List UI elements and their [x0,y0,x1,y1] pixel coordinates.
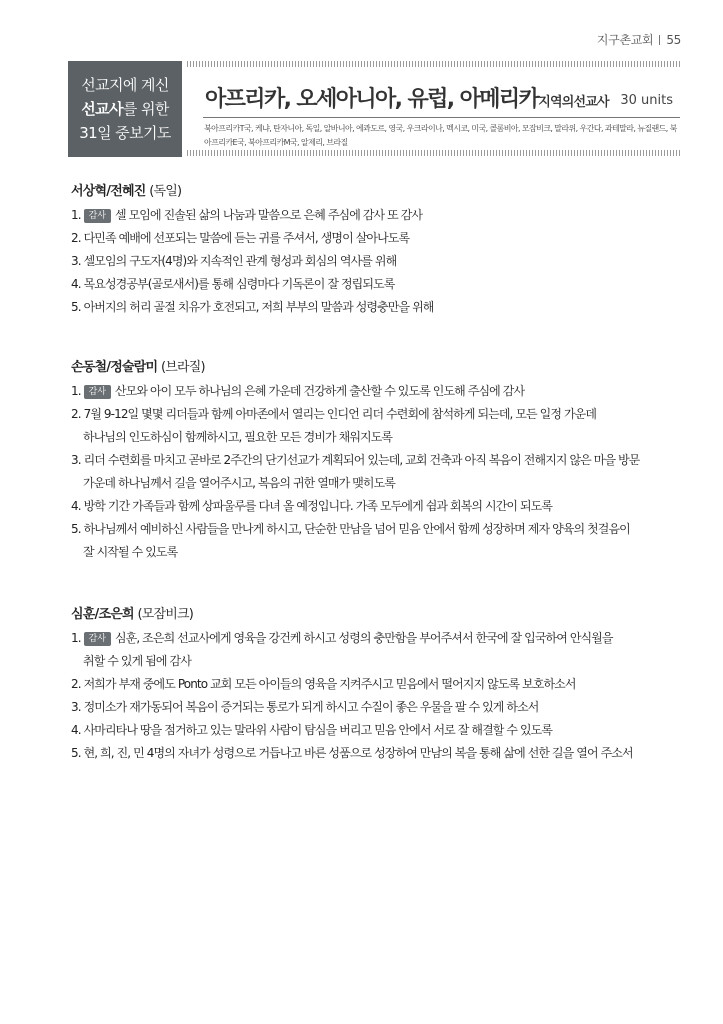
thanks-badge: 감사 [84,632,111,646]
prayer-item [71,273,681,296]
prayer-item [71,250,681,273]
item-number: 4. [71,277,81,291]
banner-bottom-hatch [187,150,680,156]
side-line-1: 선교지에 계신 [81,76,169,94]
item-text: 심훈, 조은희 선교사에게 영육을 강건케 하시고 성령의 충만함을 부어주셔서 한국에 잘 입국하여 안식월을 [114,631,613,645]
item-number: 1. [71,631,81,645]
mission-country: (독일) [149,184,182,199]
item-text: 7월 9-12일 몇몇 리더들과 함께 아마존에서 열리는 인디언 리더 수련회에 참석하게 되는데, 모든 일정 가운데 [83,407,597,421]
prayer-item [71,296,681,319]
section-title [71,180,681,199]
item-text: 사마리타나 땅을 점거하고 있는 말라위 사람이 탐심을 버리고 믿음 안에서 서로 잘 해결할 수 있도록 [83,723,553,737]
side-line-3: 31일 중보기도 [79,124,171,142]
prayer-item [71,742,681,765]
prayer-item [71,719,681,742]
item-number: 2. [71,407,81,421]
item-text-continued: 취할 수 있게 됨에 감사 [83,654,191,668]
item-number: 3. [71,700,81,714]
page-header [597,31,681,48]
side-line-2-rest: 를 위한 [122,100,169,118]
banner-title-main: 아프리카, 오세아니아, 유럽, 아메리카 [205,87,539,112]
item-text: 아버지의 허리 골절 치유가 호전되고, 저희 부부의 말씀과 성령충만을 위해 [83,300,434,314]
item-number: 1. [71,384,81,398]
item-text-continued: 하나님의 인도하심이 함께하시고, 필요한 모든 경비가 채워지도록 [83,430,393,444]
side-line-2 [68,97,182,121]
item-text: 현, 희, 진, 민 4명의 자녀가 성령으로 거듭나고 바른 성품으로 성장하여 만남의 복을 통해 삶에 선한 길을 열어 주소서 [83,746,633,760]
item-text-continued: 가운데 하나님께서 길을 열어주시고, 복음의 귀한 열매가 맺히도록 [83,476,396,490]
mission-country: (모잠비크) [137,607,194,622]
church-name: 지구촌교회 [596,33,654,47]
banner-units: 30 units [620,93,673,108]
missionary-name: 심훈/조은희 [71,607,134,622]
side-line-2-bold: 선교사 [81,100,123,118]
item-number: 5. [71,300,81,314]
prayer-item [71,518,681,564]
mission-country: (브라질) [161,360,205,375]
banner-countries: 북아프리카T국, 케냐, 탄자니아, 독일, 알바니아, 에콰도르, 영국, 우크라이나, 멕시코, 미국, 콜롬비아, 모잠비크, 말라위, 우간다, 과테말라, 뉴질랜드, 북아프리카E국, 북아프리카M국, 알제리, 브라질 [204,124,677,147]
prayer-item [71,403,681,449]
section-title [71,356,681,375]
prayer-item [71,449,681,495]
item-text: 정미소가 재가동되어 복음이 증거되는 통로가 되게 하시고 수질이 좋은 우물을 팔 수 있게 하소서 [83,700,539,714]
prayer-item [71,227,681,250]
prayer-item [71,495,681,518]
page-number: 55 [666,33,681,47]
item-number: 4. [71,499,81,513]
prayer-item [71,673,681,696]
prayer-item [71,204,681,227]
banner-rule [203,117,680,118]
item-text: 다민족 예배에 선포되는 말씀에 듣는 귀를 주셔서, 생명이 살아나도록 [83,231,410,245]
item-number: 2. [71,231,81,245]
thanks-badge: 감사 [84,209,111,223]
item-text: 목요성경공부(골로새서)를 통해 심령마다 기독론이 잘 정립되도록 [83,277,395,291]
missionary-name: 서상혁/전혜진 [71,184,146,199]
item-text: 하나님께서 예비하신 사람들을 만나게 하시고, 단순한 만남을 넘어 믿음 안에서 함께 성장하며 제자 양육의 첫걸음이 [83,522,630,536]
banner-top-hatch [187,61,680,67]
item-number: 3. [71,254,81,268]
item-number: 2. [71,677,81,691]
missionary-section-brazil [71,356,681,564]
item-number: 1. [71,208,81,222]
banner-side-box [68,61,182,157]
section-title [71,603,681,622]
item-number: 4. [71,723,81,737]
item-text: 셀 모임에 진솔된 삶의 나눔과 말씀으로 은혜 주심에 감사 또 감사 [114,208,423,222]
item-text: 리더 수련회를 마치고 곧바로 2주간의 단기선교가 계획되어 있는데, 교회 건축과 아직 복음이 전해지지 않은 마을 방문 [83,453,640,467]
item-number: 5. [71,746,81,760]
item-number: 3. [71,453,81,467]
item-text: 저희가 부재 중에도 Ponto 교회 모든 아이들의 영육을 지켜주시고 믿음에서 떨어지지 않도록 보호하소서 [83,677,576,691]
item-text: 산모와 아이 모두 하나님의 은혜 가운데 건강하게 출산할 수 있도록 인도해 주심에 감사 [114,384,525,398]
missionary-section-mozambique [71,603,681,765]
missionary-name: 손동철/정술람미 [71,360,158,375]
item-text: 셀모임의 구도자(4명)와 지속적인 관계 형성과 회심의 역사를 위해 [83,254,397,268]
header-divider [659,35,660,45]
item-text-continued: 잘 시작될 수 있도록 [83,545,178,559]
missionary-section-germany [71,180,681,319]
banner-title [205,82,609,113]
item-text: 방학 기간 가족들과 함께 상파울루를 다녀 올 예정입니다. 가족 모두에게 쉼과 회복의 시간이 되도록 [83,499,553,513]
prayer-item [71,627,681,673]
thanks-badge: 감사 [84,385,111,399]
prayer-item [71,380,681,403]
prayer-item [71,696,681,719]
item-number: 5. [71,522,81,536]
banner-title-suffix: 지역의선교사 [538,95,609,110]
